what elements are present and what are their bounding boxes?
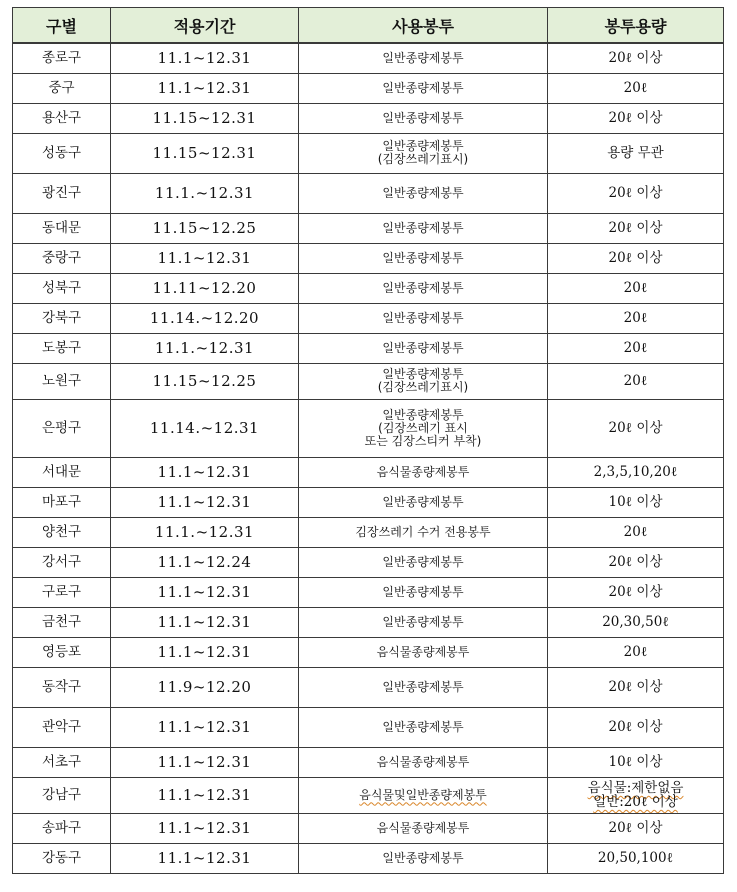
- cell-period: 11.1~12.31: [111, 457, 299, 487]
- cell-bag-type: [299, 487, 548, 517]
- table-row: [13, 843, 724, 873]
- table-container: [12, 7, 724, 874]
- cell-period: 11.14.~12.20: [111, 303, 299, 333]
- cell-district: 성북구: [13, 273, 111, 303]
- capacity-line: 20,30,50ℓ: [602, 614, 669, 630]
- header-district: 구별: [13, 8, 111, 44]
- cell-period: 11.1~12.31: [111, 607, 299, 637]
- cell-capacity: [548, 363, 724, 399]
- bag-type-line: 일반종량제봉투: [382, 110, 464, 125]
- capacity-line: 20ℓ 이상: [608, 679, 663, 695]
- table-row: [13, 813, 724, 843]
- cell-district: 동대문: [13, 213, 111, 243]
- cell-period: 11.9~12.20: [111, 667, 299, 707]
- capacity-line: 20ℓ: [623, 644, 648, 660]
- cell-bag-type: [299, 363, 548, 399]
- bag-type-line: 일반종량제봉투: [382, 80, 464, 95]
- cell-bag-type: [299, 843, 548, 873]
- cell-capacity: [548, 243, 724, 273]
- cell-period: 11.1~12.31: [111, 707, 299, 747]
- cell-capacity: [548, 577, 724, 607]
- table-row: [13, 43, 724, 73]
- bag-type-line: 음식물종량제봉투: [376, 820, 470, 835]
- cell-district: 서초구: [13, 747, 111, 777]
- capacity-line: 20ℓ: [623, 80, 648, 96]
- cell-district: 금천구: [13, 607, 111, 637]
- cell-capacity: [548, 43, 724, 73]
- capacity-line: 20ℓ 이상: [608, 250, 663, 266]
- cell-district: 용산구: [13, 103, 111, 133]
- bag-type-line: 일반종량제봉투: [382, 220, 464, 235]
- cell-capacity: [548, 457, 724, 487]
- cell-capacity: [548, 303, 724, 333]
- bag-type-line: 또는 김장스티커 부착): [364, 433, 482, 448]
- cell-district: 성동구: [13, 133, 111, 173]
- cell-district: 동작구: [13, 667, 111, 707]
- cell-period: 11.1~12.31: [111, 777, 299, 813]
- cell-bag-type: [299, 303, 548, 333]
- bag-type-line: 음식물종량제봉투: [376, 464, 470, 479]
- table-row: [13, 487, 724, 517]
- capacity-line: 20ℓ 이상: [608, 110, 663, 126]
- cell-bag-type: [299, 273, 548, 303]
- bag-type-line: 음식물및일반종량제봉투: [359, 787, 487, 802]
- bag-type-line: 일반종량제봉투: [382, 50, 464, 65]
- bag-type-line: 일반종량제봉투: [382, 185, 464, 200]
- cell-period: 11.1~12.31: [111, 577, 299, 607]
- table-row: [13, 607, 724, 637]
- cell-district: 노원구: [13, 363, 111, 399]
- table-row: [13, 707, 724, 747]
- cell-bag-type: [299, 399, 548, 457]
- cell-capacity: [548, 547, 724, 577]
- header-period: 적용기간: [111, 8, 299, 44]
- cell-district: 광진구: [13, 173, 111, 213]
- cell-bag-type: [299, 707, 548, 747]
- capacity-line: 20ℓ 이상: [608, 50, 663, 67]
- bag-type-line: 일반종량제봉투: [382, 250, 464, 265]
- table-row: [13, 457, 724, 487]
- cell-capacity: [548, 73, 724, 103]
- cell-bag-type: [299, 213, 548, 243]
- capacity-line: 10ℓ 이상: [608, 494, 663, 510]
- capacity-line: 10ℓ 이상: [608, 754, 663, 770]
- cell-period: 11.15~12.31: [111, 103, 299, 133]
- table-row: [13, 103, 724, 133]
- table-row: [13, 273, 724, 303]
- cell-district: 송파구: [13, 813, 111, 843]
- table-row: [13, 73, 724, 103]
- cell-district: 관악구: [13, 707, 111, 747]
- cell-bag-type: [299, 173, 548, 213]
- header-bag: 사용봉투: [299, 8, 548, 44]
- cell-capacity: [548, 103, 724, 133]
- cell-district: 영등포: [13, 637, 111, 667]
- bag-type-line: 일반종량제봉투: [382, 850, 464, 865]
- cell-bag-type: [299, 517, 548, 547]
- bag-type-line: 일반종량제봉투: [382, 614, 464, 629]
- cell-district: 중랑구: [13, 243, 111, 273]
- capacity-line: 20ℓ 이상: [608, 420, 663, 436]
- capacity-line: 20,50,100ℓ: [597, 850, 674, 866]
- cell-district: 양천구: [13, 517, 111, 547]
- header-capacity: 봉투용량: [548, 8, 724, 44]
- cell-capacity: [548, 813, 724, 843]
- cell-bag-type: [299, 73, 548, 103]
- capacity-line: 음식물:제한없음: [587, 780, 684, 796]
- cell-period: 11.15~12.25: [111, 213, 299, 243]
- table-row: [13, 517, 724, 547]
- bag-type-line: 음식물종량제봉투: [376, 644, 470, 659]
- capacity-line: 20ℓ 이상: [608, 820, 663, 836]
- cell-bag-type: [299, 333, 548, 363]
- cell-district: 종로구: [13, 43, 111, 73]
- cell-capacity: [548, 607, 724, 637]
- capacity-line: 20ℓ: [623, 340, 648, 356]
- bag-type-line: (김장쓰레기표시): [377, 152, 469, 166]
- table-row: [13, 303, 724, 333]
- cell-capacity: [548, 333, 724, 363]
- cell-period: 11.15~12.25: [111, 363, 299, 399]
- cell-period: 11.14.~12.31: [111, 399, 299, 457]
- cell-capacity: [548, 637, 724, 667]
- cell-capacity: [548, 747, 724, 777]
- table-row: [13, 667, 724, 707]
- cell-district: 은평구: [13, 399, 111, 457]
- bag-type-line: 일반종량제봉투: [382, 719, 464, 734]
- bag-type-line: 일반종량제봉투: [382, 280, 464, 295]
- cell-district: 구로구: [13, 577, 111, 607]
- capacity-line: 20ℓ 이상: [608, 185, 663, 201]
- cell-bag-type: [299, 777, 548, 813]
- cell-district: 서대문: [13, 457, 111, 487]
- cell-capacity: [548, 707, 724, 747]
- capacity-line: 20ℓ: [623, 310, 648, 326]
- bag-type-line: 일반종량제봉투: [382, 679, 464, 694]
- cell-bag-type: [299, 457, 548, 487]
- cell-bag-type: [299, 607, 548, 637]
- cell-period: 11.1~12.31: [111, 487, 299, 517]
- cell-bag-type: [299, 577, 548, 607]
- header-row: [13, 8, 724, 44]
- cell-district: 마포구: [13, 487, 111, 517]
- bag-type-line: 김장쓰레기 수거 전용봉투: [355, 524, 491, 539]
- capacity-line: 20ℓ 이상: [608, 220, 663, 236]
- cell-bag-type: [299, 133, 548, 173]
- table-row: [13, 173, 724, 213]
- bag-type-line: 일반종량제봉투: [382, 367, 464, 381]
- table-row: [13, 777, 724, 813]
- table-row: [13, 637, 724, 667]
- capacity-line: 20ℓ: [623, 373, 648, 389]
- cell-bag-type: [299, 667, 548, 707]
- cell-period: 11.1.~12.31: [111, 333, 299, 363]
- cell-capacity: [548, 487, 724, 517]
- cell-capacity: [548, 843, 724, 873]
- table-row: [13, 133, 724, 173]
- cell-bag-type: [299, 43, 548, 73]
- cell-bag-type: [299, 747, 548, 777]
- table-row: [13, 213, 724, 243]
- table-row: [13, 547, 724, 577]
- bag-type-line: 일반종량제봉투: [382, 554, 464, 569]
- capacity-line: 20ℓ 이상: [608, 584, 663, 600]
- cell-district: 강남구: [13, 777, 111, 813]
- cell-period: 11.11~12.20: [111, 273, 299, 303]
- capacity-line: 20ℓ: [623, 280, 648, 296]
- cell-bag-type: [299, 103, 548, 133]
- cell-district: 도봉구: [13, 333, 111, 363]
- cell-capacity: [548, 517, 724, 547]
- cell-period: 11.15~12.31: [111, 133, 299, 173]
- cell-period: 11.1~12.31: [111, 813, 299, 843]
- table-body: [13, 43, 724, 873]
- table-row: [13, 243, 724, 273]
- cell-period: 11.1~12.31: [111, 73, 299, 103]
- cell-capacity: [548, 777, 724, 813]
- bag-type-line: 음식물종량제봉투: [376, 754, 470, 769]
- cell-capacity: [548, 213, 724, 243]
- bag-type-line: 일반종량제봉투: [382, 494, 464, 509]
- cell-capacity: [548, 133, 724, 173]
- cell-capacity: [548, 667, 724, 707]
- bag-type-line: 일반종량제봉투: [382, 584, 464, 599]
- table-row: [13, 747, 724, 777]
- cell-district: 강동구: [13, 843, 111, 873]
- cell-period: 11.1~12.31: [111, 43, 299, 73]
- capacity-line: 용량 무관: [607, 145, 664, 161]
- capacity-line: 2,3,5,10,20ℓ: [593, 464, 678, 480]
- table-row: [13, 577, 724, 607]
- bag-type-line: (김장쓰레기표시): [377, 380, 469, 394]
- cell-bag-type: [299, 813, 548, 843]
- table-row: [13, 363, 724, 399]
- cell-capacity: [548, 173, 724, 213]
- cell-district: 중구: [13, 73, 111, 103]
- cell-period: 11.1~12.31: [111, 637, 299, 667]
- capacity-line: 20ℓ 이상: [608, 719, 663, 735]
- cell-district: 강북구: [13, 303, 111, 333]
- bag-type-line: 일반종량제봉투: [382, 340, 464, 355]
- cell-bag-type: [299, 547, 548, 577]
- cell-period: 11.1.~12.31: [111, 173, 299, 213]
- cell-bag-type: [299, 243, 548, 273]
- table-row: [13, 333, 724, 363]
- bag-type-line: 일반종량제봉투: [382, 407, 464, 422]
- cell-period: 11.1~12.31: [111, 843, 299, 873]
- kimjang-waste-bag-table: [12, 7, 724, 874]
- bag-type-line: (김장쓰레기 표시: [378, 420, 468, 435]
- cell-capacity: [548, 399, 724, 457]
- cell-period: 11.1~12.31: [111, 747, 299, 777]
- bag-type-line: 일반종량제봉투: [382, 139, 464, 153]
- cell-bag-type: [299, 637, 548, 667]
- capacity-line: 20ℓ 이상: [608, 554, 663, 570]
- cell-capacity: [548, 273, 724, 303]
- capacity-line: 20ℓ: [623, 524, 648, 540]
- capacity-line: 일반:20ℓ 이상: [593, 794, 678, 810]
- cell-period: 11.1~12.31: [111, 243, 299, 273]
- cell-district: 강서구: [13, 547, 111, 577]
- table-row: [13, 399, 724, 457]
- cell-period: 11.1~12.24: [111, 547, 299, 577]
- bag-type-line: 일반종량제봉투: [382, 310, 464, 325]
- cell-period: 11.1.~12.31: [111, 517, 299, 547]
